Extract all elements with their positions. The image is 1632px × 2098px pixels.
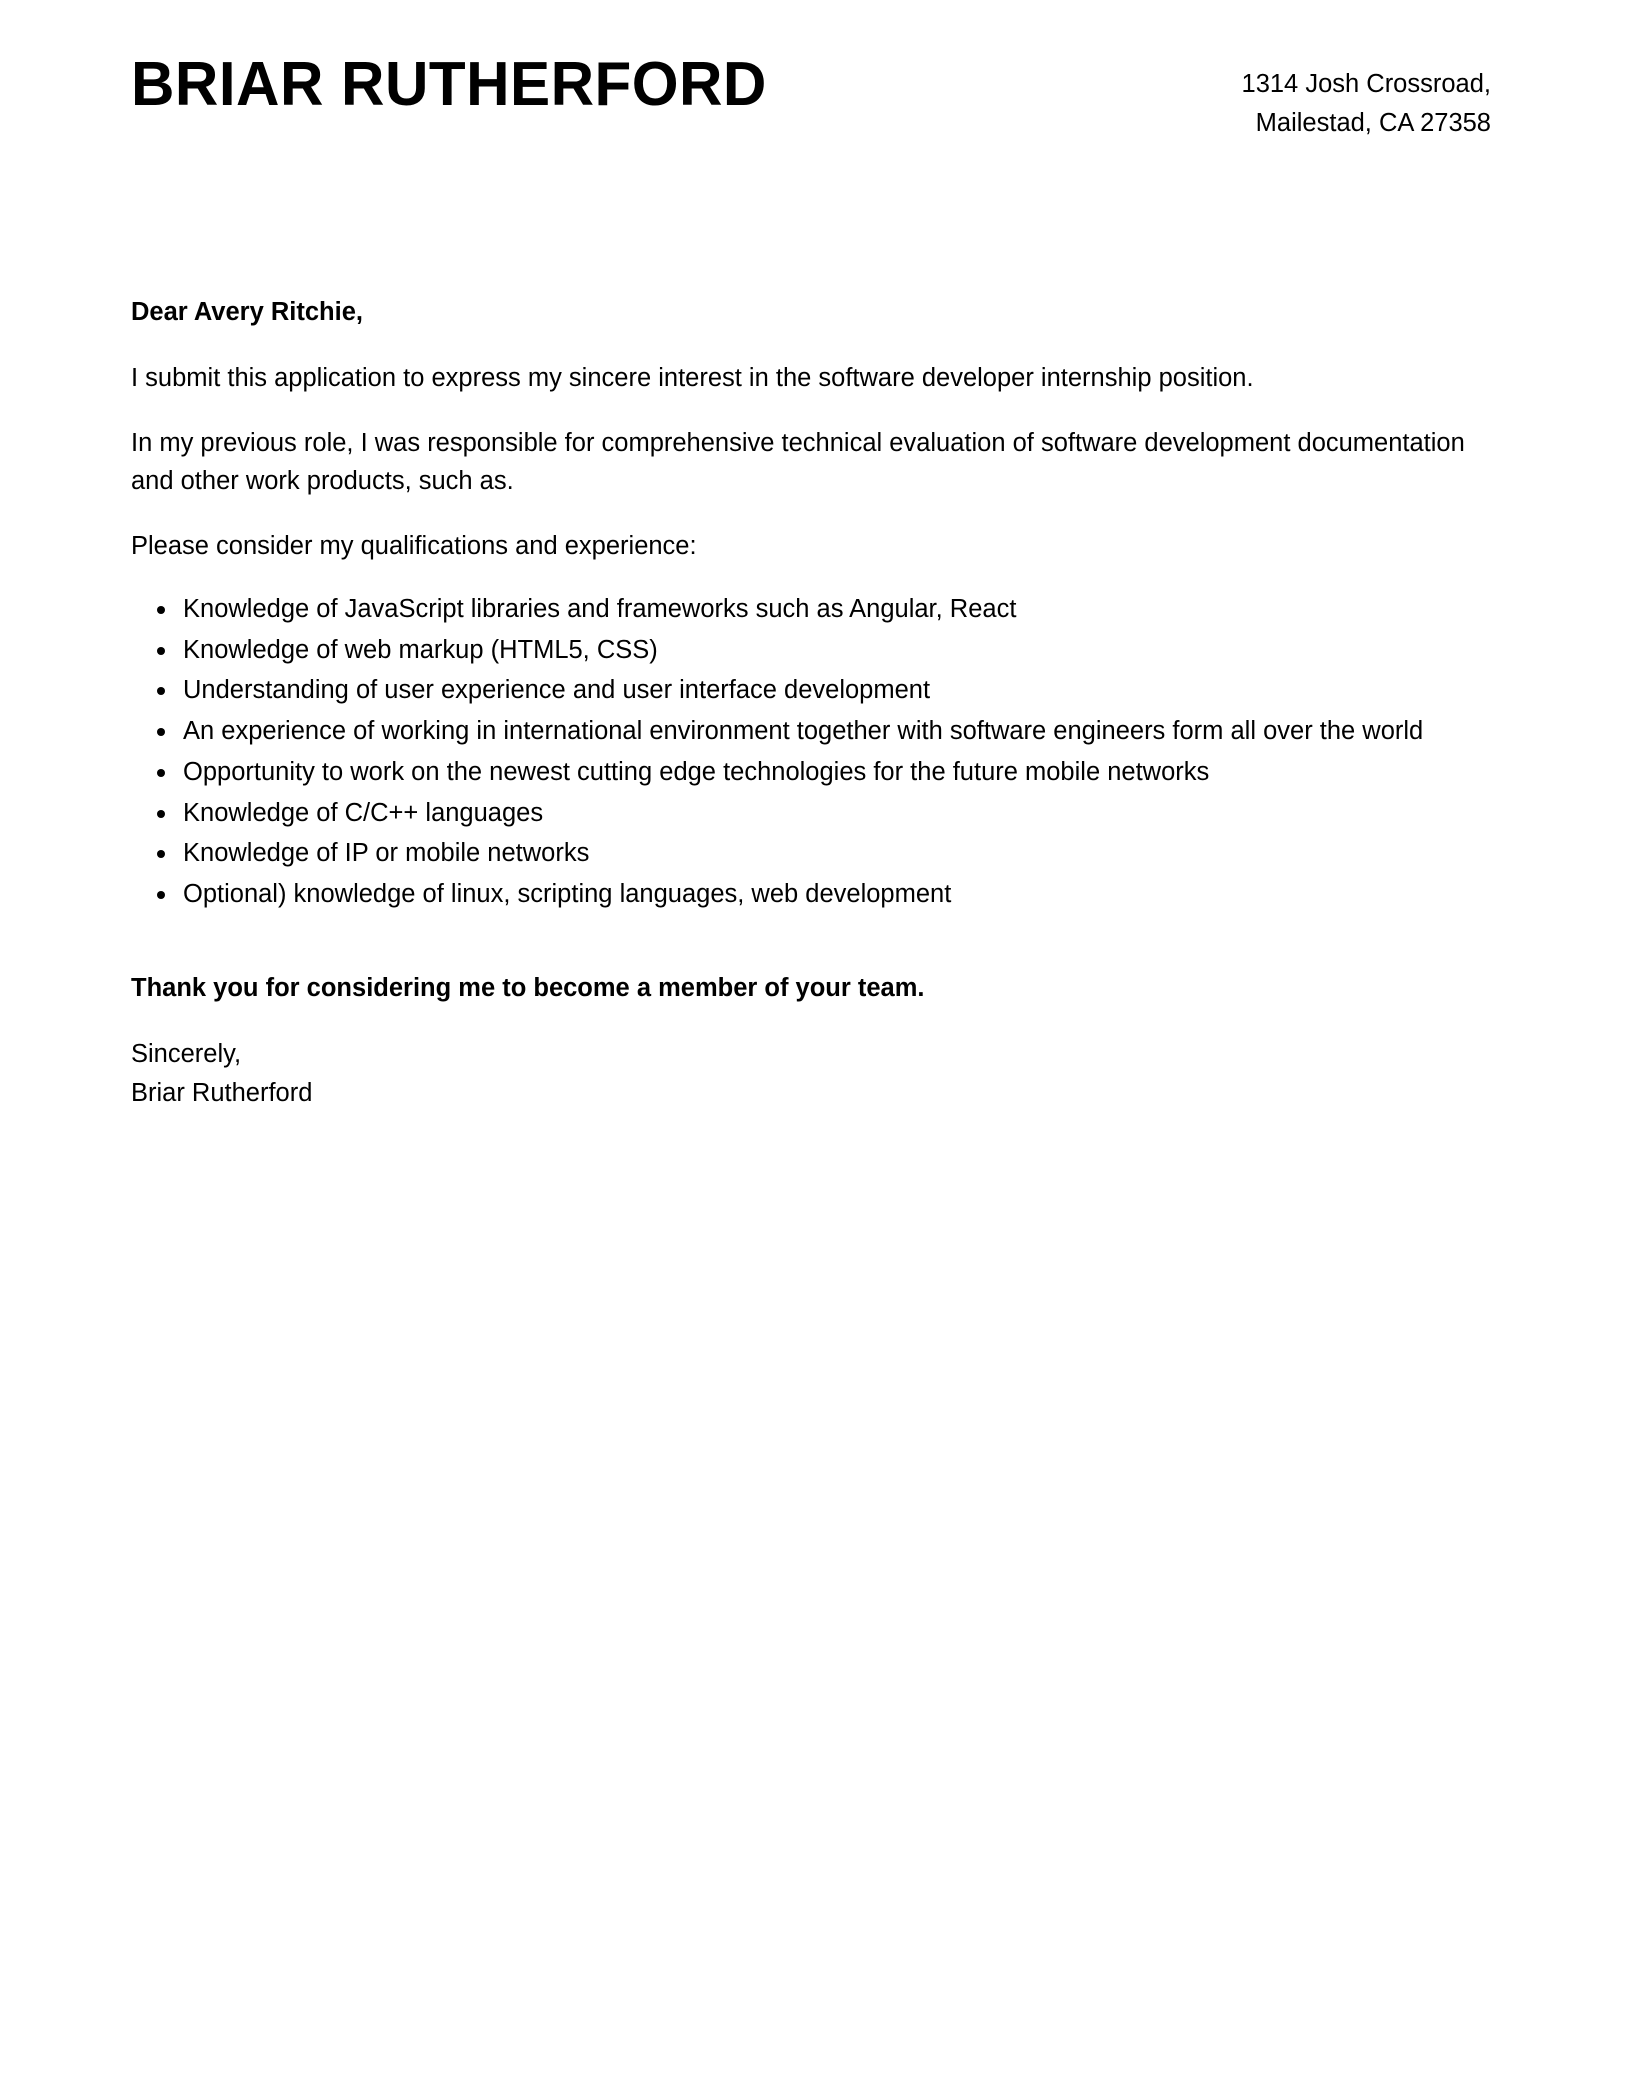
list-item <box>131 875 1491 914</box>
sender-address-block <box>1242 52 1491 143</box>
list-item <box>131 753 1491 792</box>
closing-statement: Thank you for considering me to become a member of your team. <box>131 973 925 1002</box>
letter-header <box>131 52 1491 143</box>
bullet-icon <box>157 687 165 695</box>
address-line-2: Mailestad, CA 27358 <box>1255 108 1491 137</box>
list-item <box>131 712 1491 751</box>
list-item-label: Understanding of user experience and user interface development <box>183 676 931 705</box>
salutation: Dear Avery Ritchie, <box>131 298 363 326</box>
list-item <box>131 631 1491 670</box>
body-paragraph-3: Please consider my qualifications and experience: <box>131 532 697 561</box>
body-paragraph-1: I submit this application to express my sincere interest in the software developer internship position. <box>131 363 1254 392</box>
page-title: BRIAR RUTHERFORD <box>131 50 767 119</box>
list-item-label: An experience of working in international environment together with software engineers form all over the world <box>183 717 1424 746</box>
list-item <box>131 671 1491 710</box>
bullet-icon <box>157 769 165 777</box>
qualifications-list <box>131 590 1491 914</box>
list-item-label: Opportunity to work on the newest cutting edge technologies for the future mobile networks <box>183 757 1210 786</box>
list-item-label: Knowledge of C/C++ languages <box>183 798 544 827</box>
sign-off-line: Sincerely, <box>131 1039 242 1068</box>
address-line-1: 1314 Josh Crossroad, <box>1241 70 1491 98</box>
list-item-label: Knowledge of web markup (HTML5, CSS) <box>183 635 658 664</box>
bullet-icon <box>157 810 165 818</box>
bullet-icon <box>157 728 165 736</box>
bullet-icon <box>157 850 165 858</box>
bullet-icon <box>157 606 165 614</box>
list-item <box>131 590 1491 629</box>
list-item <box>131 834 1491 873</box>
list-item-label: Knowledge of JavaScript libraries and frameworks such as Angular, React <box>183 594 1017 623</box>
bullet-icon <box>157 891 165 899</box>
bullet-icon <box>157 647 165 655</box>
signature-block <box>131 1035 1491 1113</box>
list-item-label: Optional) knowledge of linux, scripting languages, web development <box>183 880 952 909</box>
list-item <box>131 794 1491 833</box>
letter-body <box>131 294 1491 1112</box>
signature-name: Briar Rutherford <box>131 1078 313 1107</box>
body-paragraph-2: In my previous role, I was responsible for comprehensive technical evaluation of software development documentation and other work products, such as. <box>131 428 1465 496</box>
list-item-label: Knowledge of IP or mobile networks <box>183 839 590 868</box>
